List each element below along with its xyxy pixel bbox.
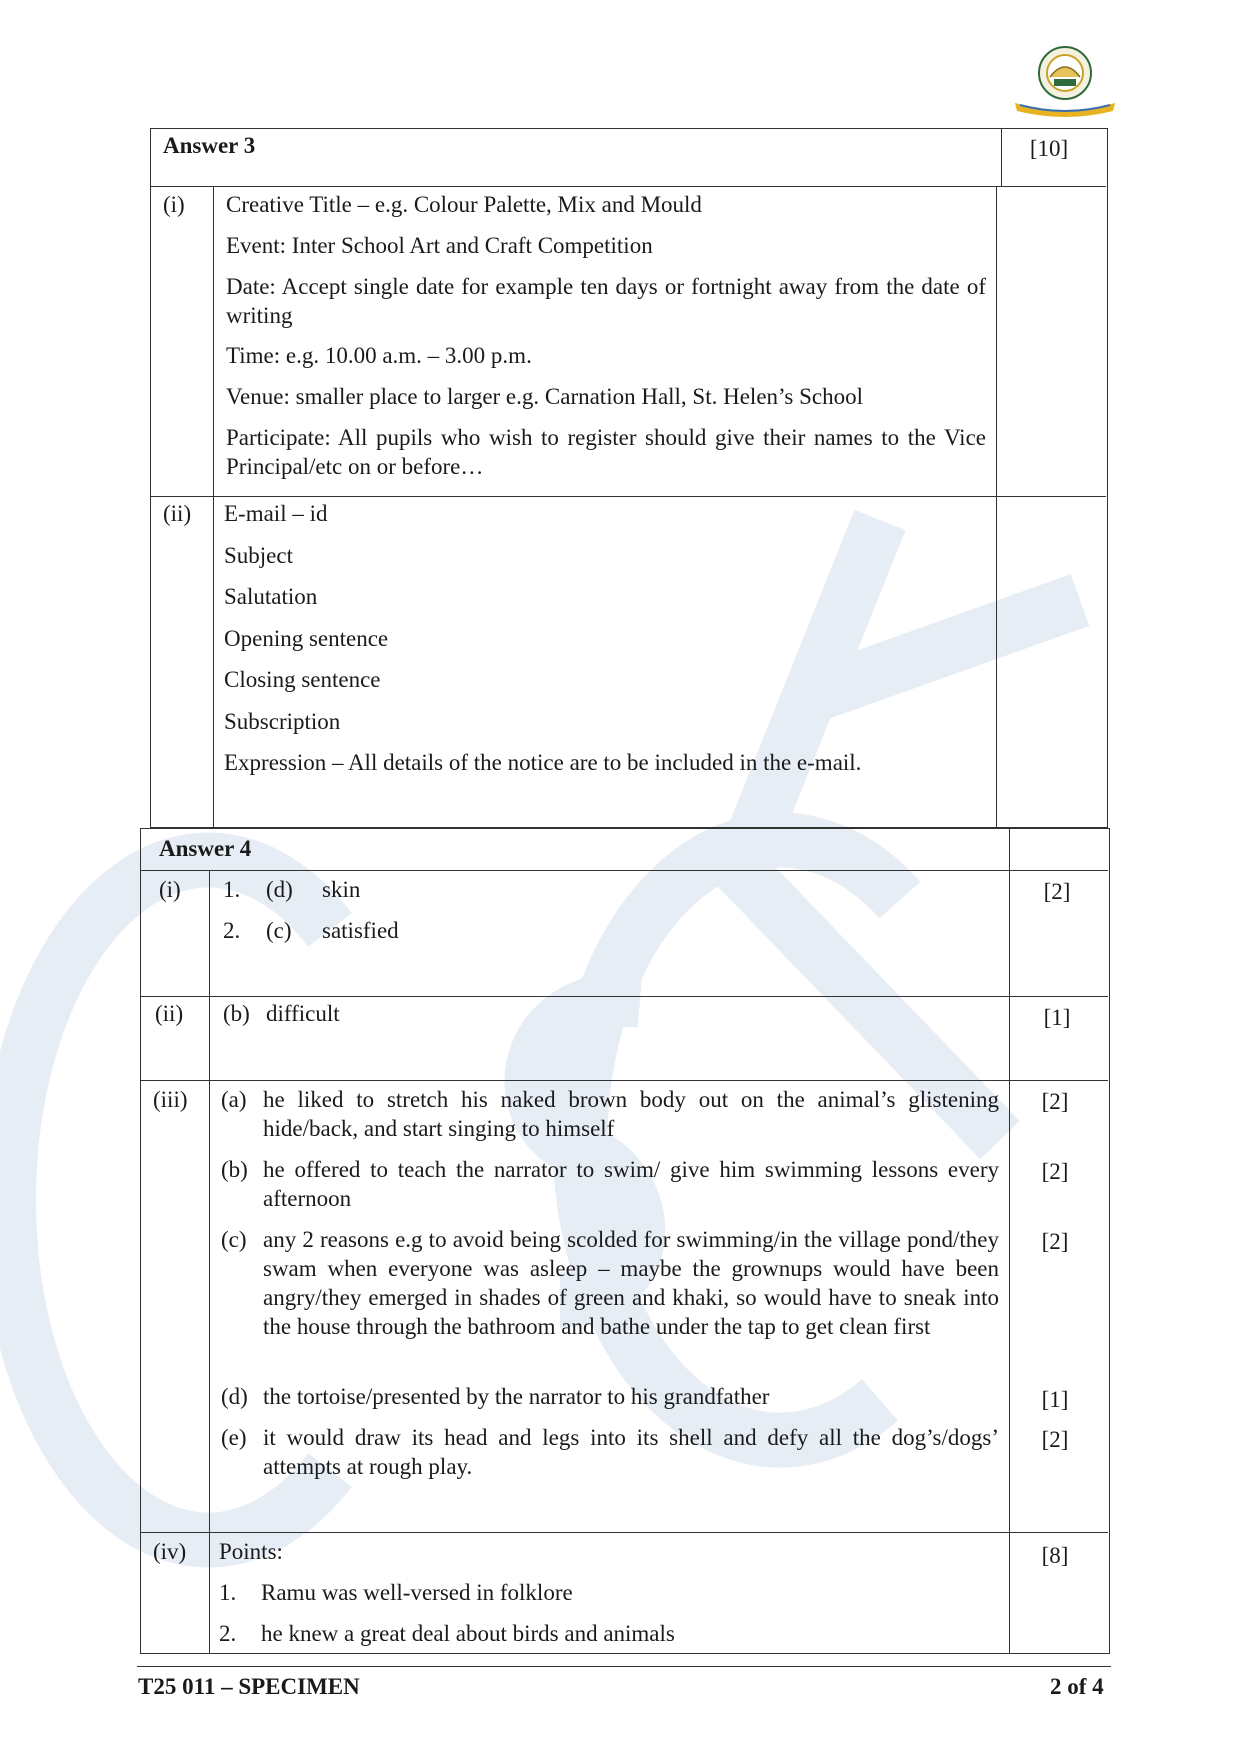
answer4-i-num-2: 2. [223, 918, 241, 943]
answer4-iv-intro: Points: [219, 1539, 283, 1564]
answer4-i-opt-1: (d) [266, 877, 293, 902]
footer-rule [137, 1666, 1111, 1667]
answer3-part-i-label: (i) [163, 192, 185, 217]
answer3-part-ii-label: (ii) [163, 501, 192, 526]
answer3-ii-line-2: Subject [224, 543, 293, 568]
answer4-header-row [141, 829, 1108, 871]
answer4-iii-marks-c: [2] [1041, 1229, 1069, 1254]
answer3-table [150, 128, 1108, 828]
answer4-iii-text-e: it would draw its head and legs into its shell and defy all the dog’s/dogs’ attempts at rough play. [263, 1425, 999, 1479]
cisce-logo [1010, 45, 1120, 120]
answer4-i-marks: [2] [1043, 879, 1071, 904]
answer4-iii-opt-d: (d) [221, 1384, 248, 1409]
answer4-i-num-1: 1. [223, 877, 241, 902]
footer-page-number: 2 of 4 [1050, 1674, 1104, 1699]
answer4-i-text-2: satisfied [322, 918, 399, 943]
answer3-i-line-6: Participate: All pupils who wish to register should give their names to the Vice Principal/etc on or before… [226, 425, 986, 479]
answer4-part-iv-label: (iv) [153, 1539, 187, 1564]
answer3-ii-line-5: Closing sentence [224, 667, 381, 692]
answer4-iii-marks-b: [2] [1041, 1159, 1069, 1184]
answer3-i-line-2: Event: Inter School Art and Craft Competition [226, 233, 653, 258]
answer3-header-row [151, 129, 1106, 187]
answer4-iv-text-1: Ramu was well-versed in folklore [261, 1580, 573, 1605]
answer4-heading: Answer 4 [159, 836, 252, 861]
answer4-iii-text-a: he liked to stretch his naked brown body out on the animal’s glistening hide/back, and start singing to himself [263, 1087, 999, 1141]
answer4-part-ii-label: (ii) [155, 1001, 184, 1026]
answer4-iv-num-1: 1. [219, 1580, 237, 1605]
answer4-iii-text-c: any 2 reasons e.g to avoid being scolded for swimming/in the village pond/they swam when everyone was asleep – maybe the grownups would have been angry/they emerged in shades of green and khaki, so would have to sneak into the house through the bathroom and bathe under the tap to get clean first [263, 1227, 999, 1339]
answer4-part-iii-label: (iii) [153, 1087, 188, 1112]
answer3-i-line-4: Time: e.g. 10.00 a.m. – 3.00 p.m. [226, 343, 532, 368]
answer3-ii-line-4: Opening sentence [224, 626, 389, 651]
answer4-iii-text-d: the tortoise/presented by the narrator to his grandfather [263, 1384, 770, 1409]
answer4-iv-num-2: 2. [219, 1621, 237, 1646]
answer4-table [140, 828, 1110, 1654]
answer3-i-line-3: Date: Accept single date for example ten days or fortnight away from the date of writing [226, 274, 986, 328]
answer4-iii-text-b: he offered to teach the narrator to swim/ give him swimming lessons every afternoon [263, 1157, 999, 1211]
answer3-heading: Answer 3 [163, 133, 256, 158]
answer4-iii-marks-e: [2] [1041, 1427, 1069, 1452]
answer4-iii-opt-a: (a) [221, 1087, 247, 1112]
answer3-i-line-5: Venue: smaller place to larger e.g. Carnation Hall, St. Helen’s School [226, 384, 864, 409]
answer4-iv-marks: [8] [1041, 1543, 1069, 1568]
answer3-ii-line-6: Subscription [224, 709, 341, 734]
answer4-iii-marks-d: [1] [1041, 1387, 1069, 1412]
answer3-ii-line-7: Expression – All details of the notice are to be included in the e-mail. [224, 750, 862, 775]
answer4-iii-marks-a: [2] [1041, 1089, 1069, 1114]
answer4-part-i-label: (i) [159, 877, 181, 902]
answer4-iii-opt-c: (c) [221, 1227, 247, 1252]
answer3-ii-line-1: E-mail – id [224, 501, 328, 526]
answer4-i-opt-2: (c) [266, 918, 292, 943]
answer4-iv-text-2: he knew a great deal about birds and animals [261, 1621, 675, 1646]
answer4-i-text-1: skin [322, 877, 361, 902]
answer4-iii-opt-b: (b) [221, 1157, 248, 1182]
answer3-ii-line-3: Salutation [224, 584, 318, 609]
answer4-ii-text: difficult [266, 1001, 340, 1026]
answer3-marks: [10] [1029, 136, 1069, 161]
answer4-ii-marks: [1] [1043, 1005, 1071, 1030]
answer4-ii-opt: (b) [223, 1001, 250, 1026]
answer3-i-line-1: Creative Title – e.g. Colour Palette, Mix and Mould [226, 192, 702, 217]
answer4-iii-opt-e: (e) [221, 1425, 247, 1450]
footer-code: T25 011 – SPECIMEN [138, 1674, 360, 1699]
